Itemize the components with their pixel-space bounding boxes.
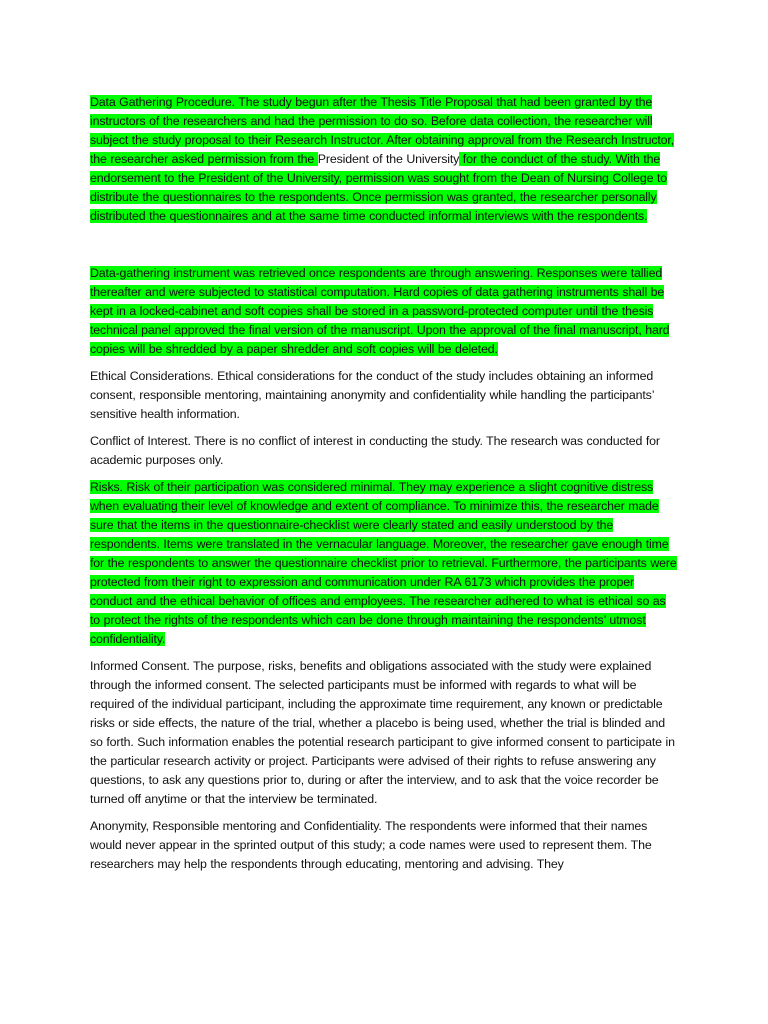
highlighted-text: for the conduct of the study. With the endorsement to the President of the University, permission was sought from the Dean of Nursing College to distribute the questionnaires to the respondents. Once permission was granted, the researcher personally distributed the questionnaires and at the same time conducted informal interviews with the respondents. bbox=[90, 152, 667, 223]
unhighlighted-text: President of the University bbox=[317, 152, 460, 166]
paragraph-ethical-considerations: Ethical Considerations. Ethical considerations for the conduct of the study includes obtaining an informed consent, responsible mentoring, maintaining anonymity and confidentiality while handling the participants’ sensitive health information. bbox=[90, 369, 654, 421]
paragraph-conflict-of-interest: Conflict of Interest. There is no conflict of interest in conducting the study. The research was conducted for academic purposes only. bbox=[90, 434, 660, 467]
paragraph-informed-consent: Informed Consent. The purpose, risks, benefits and obligations associated with the study were explained through the informed consent. The selected participants must be informed with regards to what will be required of the individual participant, including the approximate time requirement, any known or predictable risks or side effects, the nature of the trial, whether a placebo is being used, whether the trial is blinded and so forth. Such information enables the potential research participant to give informed consent to participate in the particular research activity or project. Participants were advised of their rights to refuse answering any questions, to ask any questions prior to, during or after the interview, and to ask that the voice recorder be turned off anytime or that the interview be terminated. bbox=[90, 659, 675, 806]
highlighted-text: Risks. Risk of their participation was considered minimal. They may experience a slight cognitive distress when evaluating their level of knowledge and extent of compliance. To minimize this, the researcher made sure that the items in the questionnaire-checklist were clearly stated and easily understood by the respondents. Items were translated in the vernacular language. Moreover, the researcher gave enough time for the respondents to answer the questionnaire checklist prior to retrieval. Furthermore, the participants were protected from their right to expression and communication under RA 6173 which provides the proper conduct and the ethical behavior of offices and employees. The researcher adhered to what is ethical so as to protect the rights of the respondents which can be done through maintaining the respondents’ utmost confidentiality. bbox=[90, 480, 677, 646]
paragraph-data-gathering-instrument bbox=[90, 264, 678, 359]
paragraph-data-gathering-procedure bbox=[90, 93, 678, 226]
highlighted-text: Data Gathering Procedure. The study begun after the Thesis Title Proposal that had been granted by the instructors of the researchers and had the permission to do so. Before data collection, the researcher will subject the study proposal to their Research Instructor. After obtaining approval from the Research Instructor, the researcher asked permission from the bbox=[90, 95, 674, 166]
highlighted-text: Data-gathering instrument was retrieved once respondents are through answering. Responses were tallied thereafter and were subjected to statistical computation. Hard copies of data gathering instruments shall be kept in a locked-cabinet and soft copies shall be stored in a password-protected computer until the thesis technical panel approved the final version of the manuscript. Upon the approval of the final manuscript, hard copies will be shredded by a paper shredder and soft copies will be deleted. bbox=[90, 266, 670, 356]
paragraph-risks bbox=[90, 478, 678, 649]
paragraph-anonymity-confidentiality: Anonymity, Responsible mentoring and Confidentiality. The respondents were informed that their names would never appear in the sprinted output of this study; a code names were used to represent them. The researchers may help the respondents through educating, mentoring and advising. They bbox=[90, 819, 652, 871]
